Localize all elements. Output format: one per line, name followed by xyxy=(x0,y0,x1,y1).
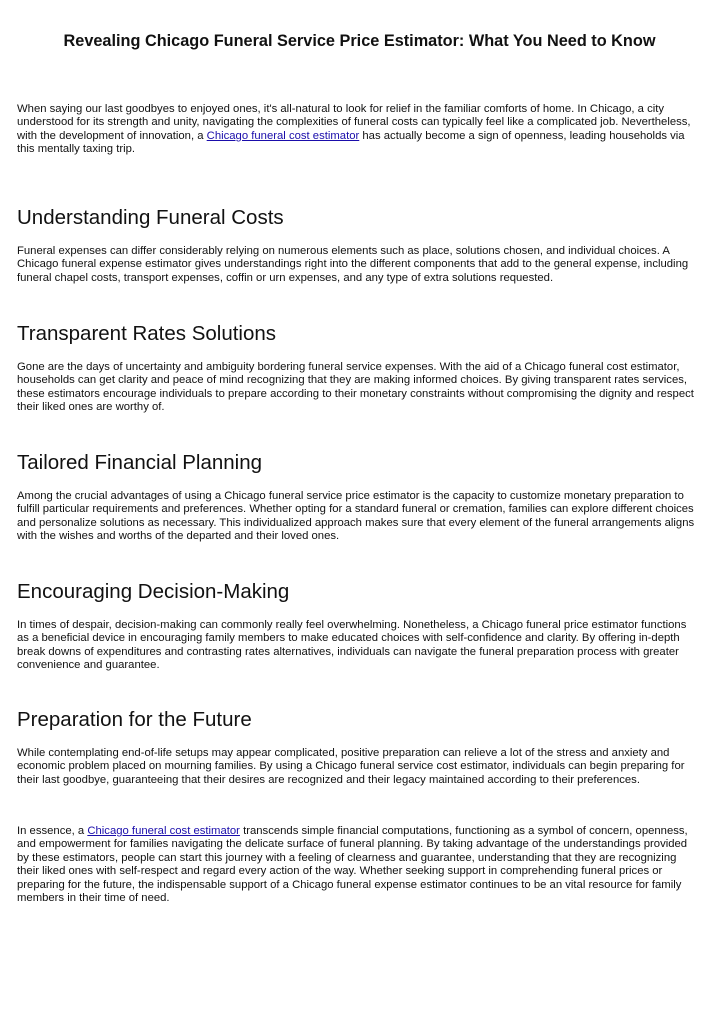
section-heading-preparation-future: Preparation for the Future xyxy=(17,708,252,731)
section-body-preparation-future: While contemplating end-of-life setups may appear complicated, positive preparation can relieve a lot of the stress and anxiety and economic problem placed on mourning families. By using a Chicago funeral service cost estimator, individuals can begin preparing for their last goodbye, guaranteeing that their desires are recognized and their legacy maintained according to their preferences. xyxy=(17,747,685,786)
section-heading-understanding-funeral-costs: Understanding Funeral Costs xyxy=(17,206,284,229)
intro-text-after: has actually become a sign of openness, leading households via this mentally taxing trip. xyxy=(17,129,685,156)
section-heading-transparent-rates: Transparent Rates Solutions xyxy=(17,322,277,345)
estimator-link-intro[interactable]: Chicago funeral cost estimator xyxy=(206,129,360,142)
section-heading-tailored-planning: Tailored Financial Planning xyxy=(17,451,263,474)
document-title: Revealing Chicago Funeral Service Price Estimator: What You Need to Know xyxy=(63,32,656,50)
intro-text-before: When saying our last goodbyes to enjoyed ones, it's all-natural to look for relief in the familiar comforts of home. In Chicago, a city understood for its strength and unity, navigating the complexities of funeral costs can typically feel like a complicated job. Nevertheless, with the development of innovation, a xyxy=(17,103,691,142)
estimator-link-conclusion[interactable]: Chicago funeral cost estimator xyxy=(87,825,240,837)
conclusion-paragraph xyxy=(17,825,697,905)
section-body-decision-making: In times of despair, decision-making can commonly really feel overwhelming. Nonetheless, a Chicago funeral price estimator functions as a beneficial device in encouraging family members to make educated choices with self-confidence and clarity. By offering in-depth break downs of expenditures and contrasting rates alternatives, individuals can navigate the funeral preparation process with greater convenience and guarantee. xyxy=(17,619,687,672)
conclusion-text-before: In essence, a xyxy=(17,825,88,837)
section-body-transparent-rates: Gone are the days of uncertainty and ambiguity bordering funeral service expenses. With the aid of a Chicago funeral cost estimator, households can get clarity and peace of mind recognizing that they are making informed choices. By giving transparent rates services, these estimators encourage individuals to prepare according to their monetary constraints without compromising the dignity and respect their liked ones are worthy of. xyxy=(17,361,694,414)
conclusion-text-after: transcends simple financial computations, functioning as a symbol of concern, openness, and empowerment for families navigating the delicate surface of funeral planning. By taking advantage of the understandings provided by these estimators, people can start this journey with a feeling of clearness and guarantee, understanding that they are recognizing their liked ones with self-respect and regard every action of the way. Whether seeking support in comprehending funeral prices or preparing for the future, the indispensable support of a Chicago funeral expense estimator continues to be an vital resource for family members in their time of need. xyxy=(17,825,688,905)
section-heading-decision-making: Encouraging Decision-Making xyxy=(17,580,290,603)
section-body-understanding-funeral-costs: Funeral expenses can differ considerably relying on numerous elements such as place, solutions chosen, and individual choices. A Chicago funeral expense estimator gives understandings right into the different components that add to the general expense, including funeral chapel costs, transport expenses, coffin or urn expenses, and any type of extra solutions requested. xyxy=(17,245,689,284)
intro-paragraph xyxy=(17,103,697,157)
section-body-tailored-planning: Among the crucial advantages of using a Chicago funeral service price estimator is the capacity to customize monetary preparation to fulfill particular requirements and preferences. Whether opting for a standard funeral or cremation, families can explore different choices and personalize solutions as necessary. This individualized approach makes sure that every element of the funeral arrangements aligns with the wishes and worths of the departed and their loved ones. xyxy=(17,490,695,543)
